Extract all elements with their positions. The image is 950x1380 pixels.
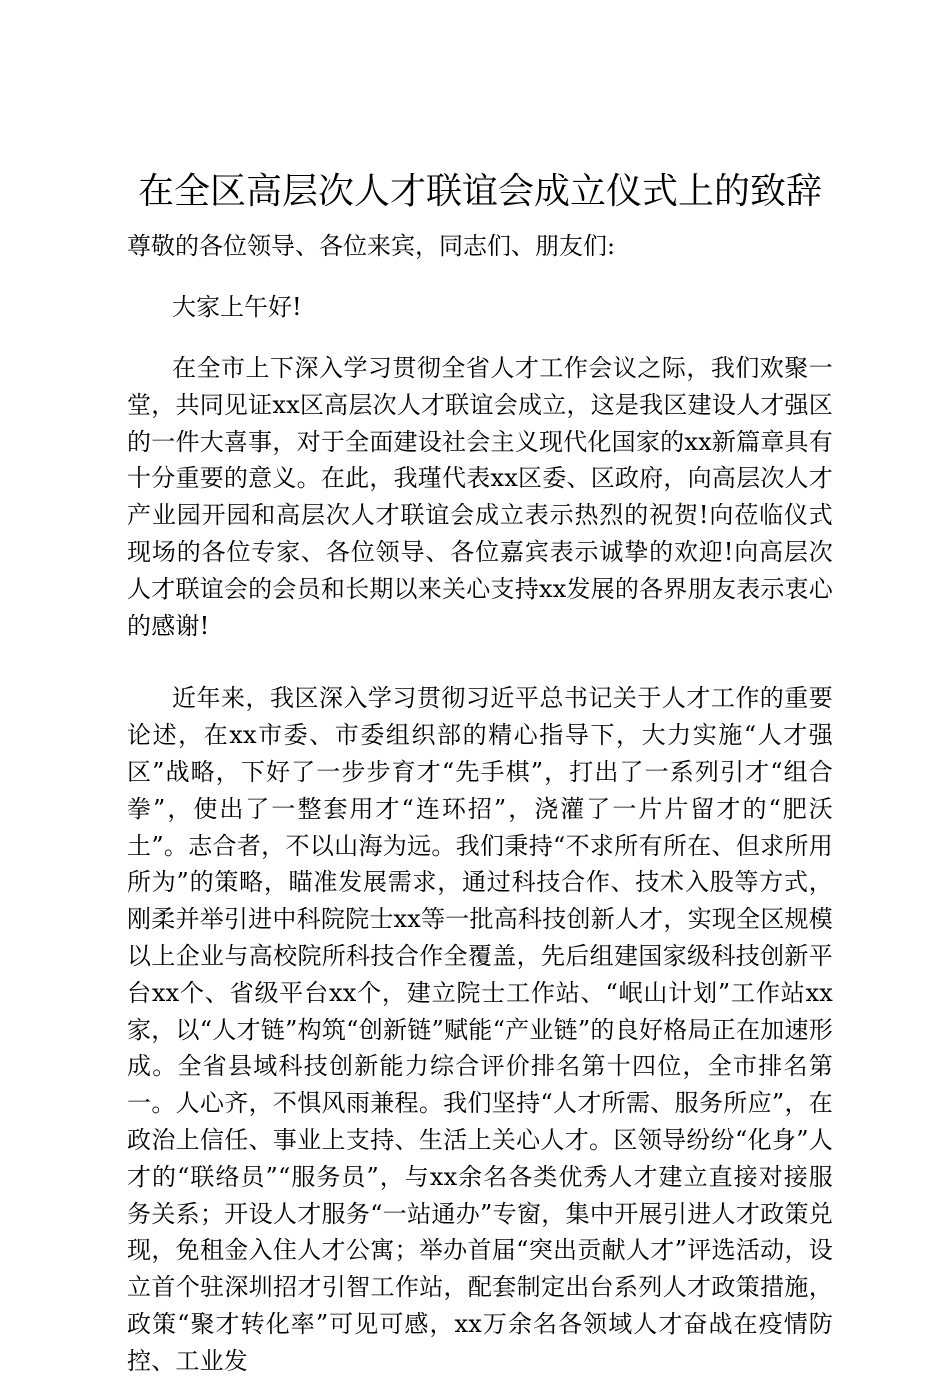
document-page	[127, 168, 833, 1380]
body-paragraph-1: 在全市上下深入学习贯彻全省人才工作会议之际，我们欢聚一堂，共同见证xx区高层次人才联谊会成立，这是我区建设人才强区的一件大喜事，对于全面建设社会主义现代化国家的xx新篇章具有十分重要的意义。在此，我瑾代表xx区委、区政府，向高层次人才产业园开园和高层次人才联谊会成立表示热烈的祝贺!向莅临仪式现场的各位专家、各位领导、各位嘉宾表示诚挚的欢迎!向高层次人才联谊会的会员和长期以来关心支持xx发展的各界朋友表示衷心的感谢!	[127, 354, 833, 640]
body-paragraph-2: 近年来，我区深入学习贯彻习近平总书记关于人才工作的重要论述，在xx市委、市委组织部的精心指导下，大力实施“人才强区”战略，下好了一步步育才“先手棋”，打出了一系列引才“组合拳”，使出了一整套用才“连环招”，浇灌了一片片留才的“肥沃土”。志合者，不以山海为远。我们秉持“不求所有所在、但求所用所为”的策略，瞄准发展需求，通过科技合作、技术入股等方式，刚柔并举引进中科院院士xx等一批高科技创新人才，实现全区规模以上企业与高校院所科技合作全覆盖，先后组建国家级科技创新平台xx个、省级平台xx个，建立院士工作站、“岷山计划”工作站xx家，以“人才链”构筑“创新链”赋能“产业链”的良好格局正在加速形成。全省县域科技创新能力综合评价排名第十四位，全市排名第一。人心齐，不惧风雨兼程。我们坚持“人才所需、服务所应”，在政治上信任、事业上支持、生活上关心人才。区领导纷纷“化身”人才的“联络员”“服务员”，与xx余名各类优秀人才建立直接对接服务关系；开设人才服务“一站通办”专窗，集中开展引进人才政策兑现，免租金入住人才公寓；举办首届“突出贡献人才”评选活动，设立首个驻深圳招才引智工作站，配套制定出台系列人才政策措施，政策“聚才转化率”可见可感，xx万余名各领域人才奋战在疫情防控、工业发	[127, 684, 833, 1375]
greeting: 大家上午好!	[172, 293, 302, 321]
document-title: 在全区高层次人才联谊会成立仪式上的致辞	[137, 171, 822, 212]
salutation: 尊敬的各位领导、各位来宾，同志们、朋友们:	[127, 232, 616, 260]
